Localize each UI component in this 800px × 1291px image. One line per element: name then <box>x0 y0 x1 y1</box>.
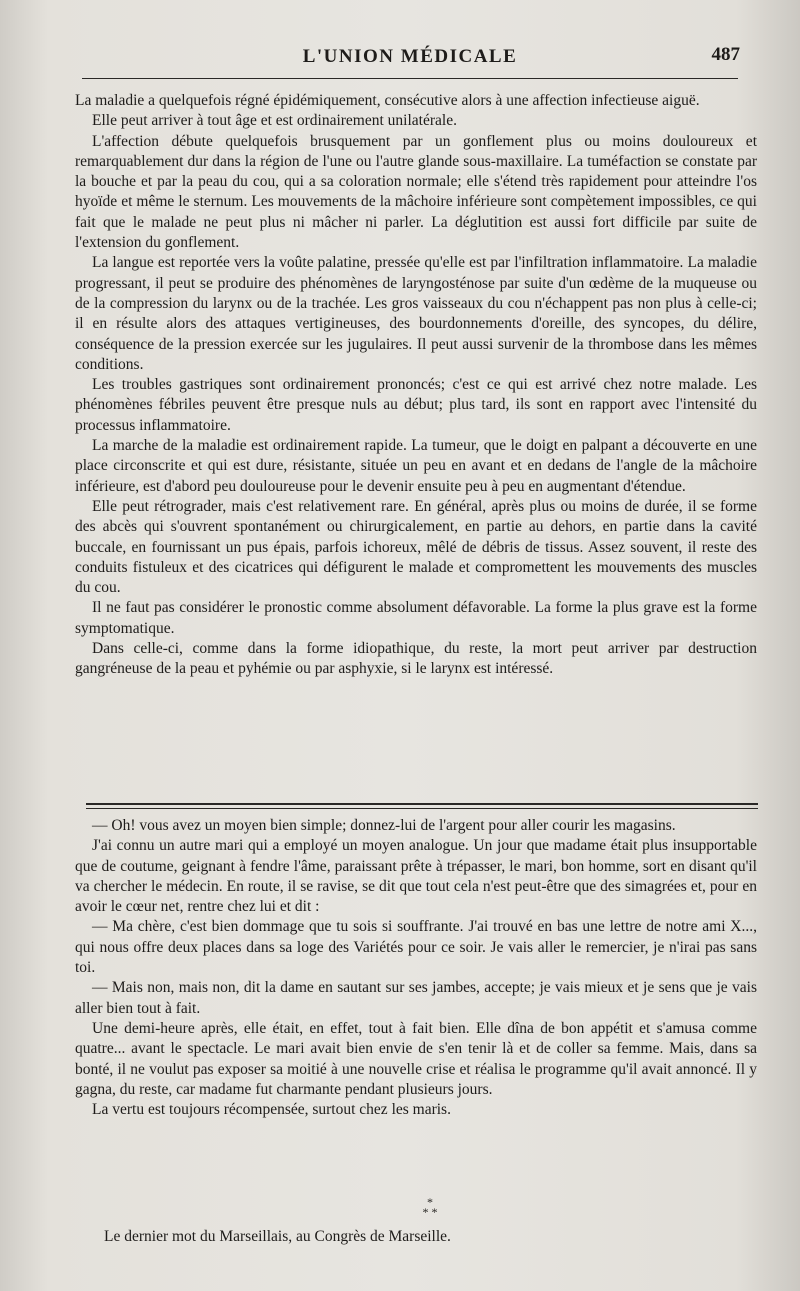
asterism-top: * <box>427 1195 433 1209</box>
closing-line: Le dernier mot du Marseillais, au Congrès de Marseille. <box>104 1228 451 1245</box>
asterism <box>0 1197 800 1217</box>
article-paragraph: La marche de la maladie est ordinairement rapide. La tumeur, que le doigt en palpant a découverte en une place circonscrite et qui est dure, résistante, située un peu en avant et en dedans de l'angle de la mâchoire inférieure, est d'abord peu douloureuse pour le devenir ensuite peu à peu en augmentant d'étendue. <box>75 437 757 495</box>
article-paragraph: Il ne faut pas considérer le pronostic comme absolument défavorable. La forme la plus grave est la forme symptomatique. <box>75 599 757 637</box>
anecdote-section <box>75 816 757 1120</box>
article-paragraph: Les troubles gastriques sont ordinairement prononcés; c'est ce qui est arrivé chez notre malade. Les phénomènes fébriles peuvent être presque nuls au début; plus tard, ils sont en rapport avec l'intensité du processus inflammatoire. <box>75 376 757 434</box>
header-rule <box>82 78 738 79</box>
journal-title: L'UNION MÉDICALE <box>302 46 518 67</box>
article-paragraph: La maladie a quelquefois régné épidémiquement, consécutive alors à une affection infectieuse aiguë. <box>75 92 700 109</box>
asterism-bottom: * * <box>422 1205 438 1219</box>
anecdote-paragraph: — Oh! vous avez un moyen bien simple; donnez-lui de l'argent pour aller courir les magasins. <box>92 817 676 834</box>
article-paragraph: Dans celle-ci, comme dans la forme idiopathique, du reste, la mort peut arriver par destruction gangréneuse de la peau et pyhémie ou par asphyxie, si le larynx est intéressé. <box>75 640 757 678</box>
anecdote-paragraph: Une demi-heure après, elle était, en effet, tout à fait bien. Elle dîna de bon appétit et s'amusa comme quatre... avant le spectacle. Le mari avait bien envie de s'en tenir là et de coller sa femme. Mais, dans sa bonté, il ne voulut pas exposer sa moitié à une nouvelle crise et réalisa le programme qu'il avait annoncé. Il y gagna, du reste, car madame fut charmante pendant plusieurs jours. <box>75 1019 757 1098</box>
anecdote-paragraph: — Mais non, mais non, dit la dame en sautant sur ses jambes, accepte; je vais mieux et je sens que je vais aller bien tout à fait. <box>75 979 757 1017</box>
article-paragraph: Elle peut arriver à tout âge et est ordinairement unilatérale. <box>92 112 457 130</box>
anecdote-paragraph: La vertu est toujours récompensée, surtout chez les maris. <box>92 1101 451 1119</box>
running-head <box>80 44 740 72</box>
anecdote-paragraph: — Ma chère, c'est bien dommage que tu sois si souffrante. J'ai trouvé en bas une lettre de notre ami X..., qui nous offre deux places dans sa loge des Variétés pour ce soir. Je vais aller le remercier, je n'irai pas sans toi. <box>75 918 757 977</box>
article-section <box>75 91 757 680</box>
article-paragraph: La langue est reportée vers la voûte palatine, pressée qu'elle est par l'infiltration inflammatoire. La maladie progressant, il peut se produire des phénomènes de laryngosténose par suite d'un œdème de la muqueuse ou de la compression du larynx ou de la trachée. Les gros vaisseaux du cou n'échappent pas non plus à celle-ci; il en résulte alors des attaques vertigineuses, des bourdonnements d'oreille, des syncopes, du délire, conséquence de la pression exercée sur les jugulaires. Il peut aussi survenir de la thrombose dans les mêmes conditions. <box>75 254 757 373</box>
article-paragraph: L'affection débute quelquefois brusquement par un gonflement plus ou moins douloureux et remarquablement dur dans la région de l'une ou l'autre glande sous-maxillaire. La tuméfaction se constate par la bouche et par la peau du cou, qui a sa coloration normale; elle s'étend très rapidement pour atteindre l'os hyoïde et même le sternum. Les mouvements de la mâchoire inférieure sont compètement impossibles, ce qui fait que le malade ne peut plus ni mâcher ni parler. La déglutition est aussi fort difficile par suite de l'extension du gonflement. <box>75 132 757 252</box>
page-number: 487 <box>711 44 740 65</box>
article-paragraph: Elle peut rétrograder, mais c'est relativement rare. En général, après plus ou moins de durée, il se forme des abcès qui s'ouvrent spontanément ou chirurgicalement, en partie au dehors, en partie dans la cavité buccale, en fournissant un pus épais, parfois ichoreux, mêlé de débris de tissus. Assez souvent, il reste des conduits fistuleux et des cicatrices qui défigurent le malade et compromettent les mouvements des muscles du cou. <box>75 497 757 597</box>
section-divider <box>86 803 758 809</box>
anecdote-paragraph: J'ai connu un autre mari qui a employé un moyen analogue. Un jour que madame était plus insupportable que de coutume, geignant à fendre l'âme, paraissant prête à trépasser, le mari, bon homme, sort en disant qu'il va chercher le médecin. En route, il se ravise, se dit que tout cela n'est peut-être que des simagrées et, pour en avoir le cœur net, rentre chez lui et dit : <box>75 837 757 916</box>
